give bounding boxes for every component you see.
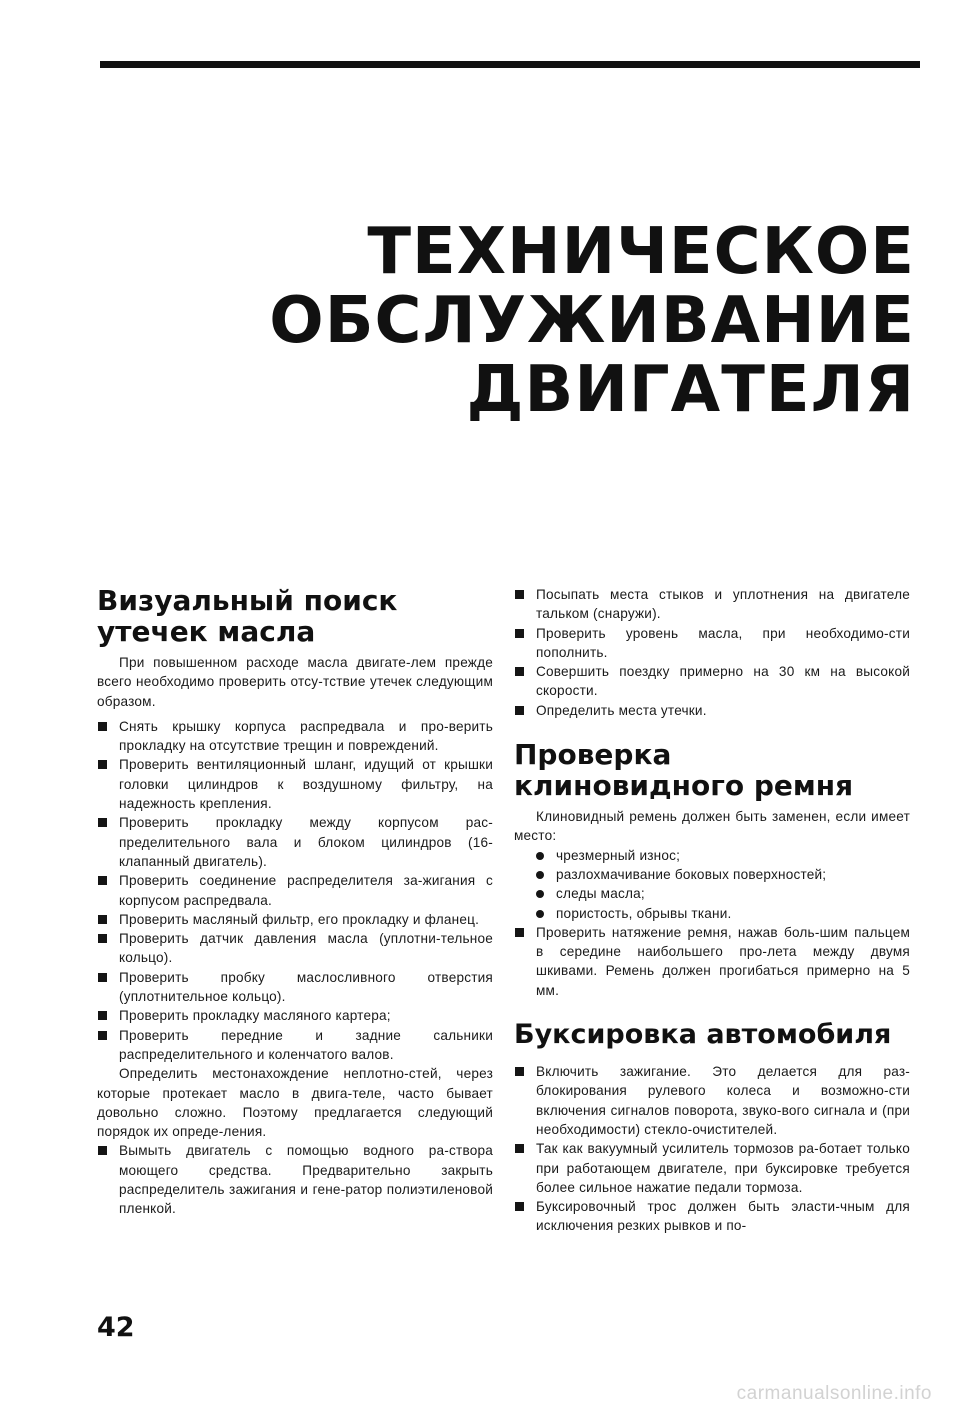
square-bullet-icon [98,915,107,924]
section-title-line: утечек масла [97,615,316,648]
section-title-line: клиновидного ремня [514,769,854,803]
list-item [514,624,910,663]
list-item-text: Определить места утечки. [536,702,707,718]
section-title-line: Проверка [514,738,672,772]
square-bullet-icon [98,973,107,982]
square-bullet-icon [515,1202,524,1211]
leaks-middle-paragraph: Определить местонахождение неплотно-стей, через которые протекает масло в двига-теле, часто бывает довольно сложно. Поэтому предлагается следующий порядок их опреде-ления. [97,1066,493,1140]
list-item-text: Совершить поездку примерно на 30 км на высокой скорости. [536,664,910,699]
list-item [514,1197,910,1236]
list-item [97,1141,493,1218]
belt-intro-paragraph: Клиновидный ремень должен быть заменен, если имеет место: [514,809,910,844]
chapter-title-line: ДВИГАТЕЛЯ [466,353,915,427]
list-item-text: Проверить пробку маслосливного отверстия (уплотнительное кольцо). [119,969,493,1005]
page-number: 42 [97,1312,135,1343]
list-item [514,585,910,624]
list-item-text: Проверить передние и задние сальники распределительного и коленчатого валов. [119,1027,493,1062]
list-item-text: Посыпать места стыков и уплотнения на двигателе тальком (снаружи). [536,587,910,622]
round-bullet-icon [536,890,544,898]
chapter-title-line: ТЕХНИЧЕСКОЕ [367,215,915,289]
list-item [97,871,493,910]
square-bullet-icon [98,722,107,731]
list-item [97,1006,493,1025]
right-column [514,585,910,1236]
list-item-text: Проверить масляный фильтр, его прокладку и фланец. [119,911,480,927]
list-item [97,717,493,756]
round-bullet-icon [536,852,544,860]
chapter-title [269,215,915,427]
list-item [514,865,910,884]
square-bullet-icon [98,1011,107,1020]
list-item-text: Так как вакуумный усилитель тормозов ра-ботает только при работающем двигателе, при буксировке требуется более сильное нажатие педали тормоза. [536,1141,910,1195]
list-item [514,662,910,701]
belt-wear-list [514,846,910,923]
list-item-text: разлохмачивание боковых поверхностей; [556,866,827,882]
leaks-intro-paragraph: При повышенном расходе масла двигате-лем прежде всего необходимо проверить отсу-тствие утечек следующим образом. [97,655,493,709]
list-item-text: Снять крышку корпуса распредвала и про-верить прокладку на отсутствие трещин и повреждений. [119,718,493,754]
square-bullet-icon [98,1031,107,1040]
list-item [97,968,493,1007]
list-item-text: следы масла; [556,886,645,902]
square-bullet-icon [98,876,107,885]
list-item [97,929,493,968]
list-item [514,846,910,865]
list-item-text: Проверить датчик давления масла (уплотни-тельное кольцо). [119,931,493,966]
list-item-text: пористость, обрывы ткани. [556,905,732,921]
square-bullet-icon [98,934,107,943]
left-column [97,585,493,1219]
list-item-text: Включить зажигание. Это делается для раз-блокирования рулевого колеса и возможно-сти включения сигналов поворота, звуко-вого сигнала и (при необходимости) стекло-очистителей. [536,1064,910,1137]
towing-list [514,1062,910,1236]
square-bullet-icon [515,706,524,715]
list-item-text: Проверить прокладку масляного картера; [119,1008,391,1024]
list-item [97,755,493,813]
list-item [97,910,493,929]
round-bullet-icon [536,871,544,879]
list-item [514,923,910,1000]
list-item-text: чрезмерный износ; [556,847,681,863]
square-bullet-icon [98,818,107,827]
chapter-title-line: ОБСЛУЖИВАНИЕ [269,284,915,358]
square-bullet-icon [515,928,524,937]
round-bullet-icon [536,910,544,918]
square-bullet-icon [515,1067,524,1076]
list-item-text: Буксировочный трос должен быть эласти-чным для исключения резких рывков и по- [536,1199,910,1234]
list-item [97,1026,493,1065]
square-bullet-icon [515,667,524,676]
list-item-text: Проверить натяжение ремня, нажав боль-шим пальцем в середине наибольшего про-лета между двумя шкивами. Ремень должен прогибаться примерно на 5 мм. [536,924,910,998]
list-item [514,904,910,923]
list-item [514,1139,910,1197]
list-item [514,1062,910,1139]
square-bullet-icon [515,1144,524,1153]
square-bullet-icon [515,629,524,638]
section-title-leaks [97,585,493,647]
top-rule [100,61,920,68]
square-bullet-icon [98,1146,107,1155]
square-bullet-icon [515,590,524,599]
leaks-continued-list [514,585,910,720]
list-item [97,813,493,871]
watermark: carmanualsonline.info [736,1383,932,1404]
square-bullet-icon [98,760,107,769]
list-item-text: Проверить соединение распределителя за-жигания с корпусом распредвала. [119,873,493,908]
list-item [514,884,910,903]
section-title-belt [514,739,910,801]
list-item-text: Вымыть двигатель с помощью водного ра-створа моющего средства. Предварительно закрыть распределитель зажигания и гене-ратор полиэтиленовой пленкой. [119,1143,493,1217]
list-item-text: Проверить прокладку между корпусом рас-пределительного вала и блоком цилиндров (16-клапанный двигатель). [119,815,493,869]
leaks-check-list [97,717,493,1064]
section-title-towing: Буксировка автомобиля [514,1019,892,1051]
list-item-text: Проверить вентиляционный шланг, идущий от крышки головки цилиндров к воздушному фильтру, на надежность крепления. [119,757,493,812]
list-item [514,701,910,720]
list-item-text: Проверить уровень масла, при необходимо-сти пополнить. [536,625,910,660]
section-title-line: Визуальный поиск [97,584,398,617]
